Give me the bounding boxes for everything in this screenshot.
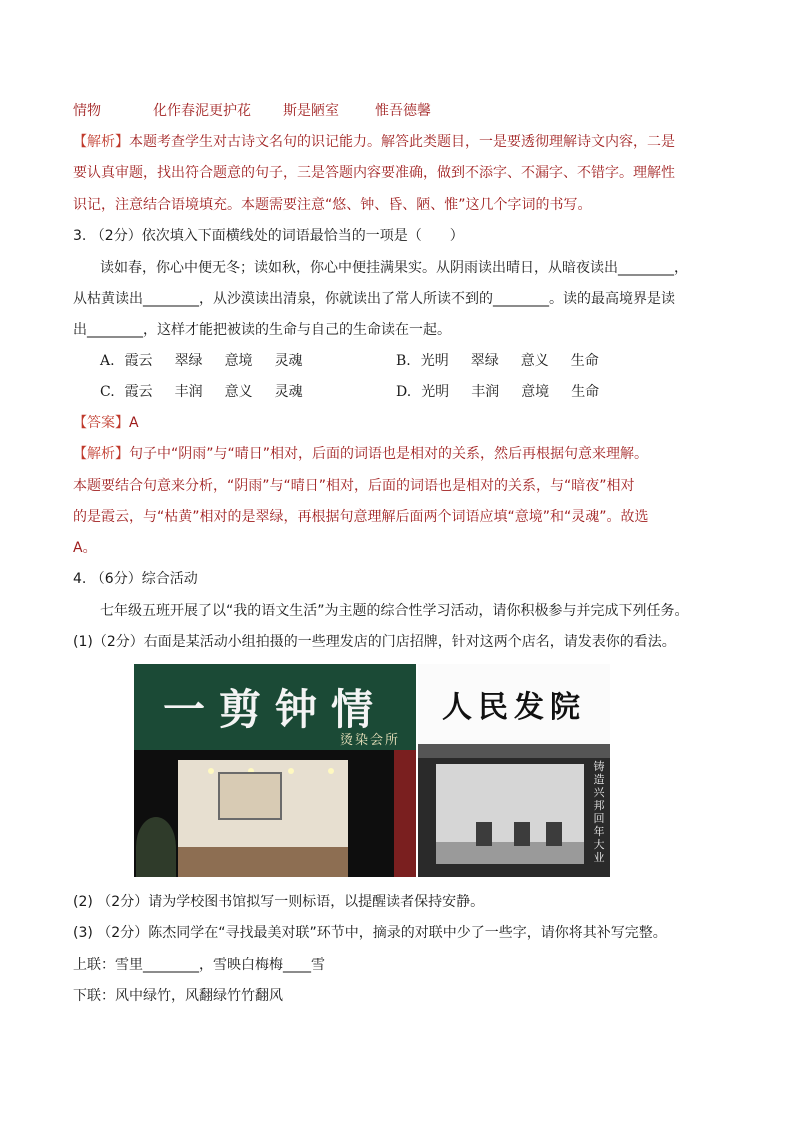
answer-3: 斯是陋室	[283, 103, 339, 119]
q3-para-line1: 读如春，你心中便无冬；读如秋，你心中便挂满果实。从阴雨读出晴日，从暗夜读出________，	[100, 260, 688, 276]
shop1-storefront	[134, 750, 416, 877]
q3-analysis-line3: 的是霞云，与“枯黄”相对的是翠绿，再根据句意理解后面两个词语应填“意境”和“灵魂”。故选	[73, 509, 649, 525]
shop2-sign-text: 人民发院	[442, 690, 586, 725]
q3-answer-value: A	[129, 415, 139, 431]
shop1-sign-text: 一剪钟情	[162, 685, 387, 734]
shop2-vertical-text: 铸造兴邦回年大业	[593, 760, 605, 864]
q3-option-d: D. 光明 丰润 意境 生命	[396, 384, 600, 400]
q3-header: 3. （2分）依次填入下面横线处的词语最恰当的一项是（ ）	[73, 228, 464, 244]
shop2-window	[436, 764, 584, 864]
plant-icon	[136, 817, 176, 877]
q4-subq2: (2) （2分）请为学校图书馆拟写一则标语，以提醒读者保持安静。	[73, 894, 485, 910]
q3-analysis-line1: 【解析】句子中“阴雨”与“晴日”相对，后面的词语也是相对的关系，然后再根据句意来理解。	[73, 446, 649, 462]
q3-answer: 【答案】A	[73, 415, 139, 431]
answer-1: 情物	[73, 103, 101, 119]
answer-2: 化作春泥更护花	[153, 103, 251, 119]
answer-line	[73, 101, 431, 121]
q4-header: 4. （6分）综合活动	[73, 571, 198, 587]
q3-analysis-line2: 本题要结合句意来分析，“阴雨”与“晴日”相对，后面的词语也是相对的关系，与“暗夜”相对	[73, 478, 635, 494]
couplet-upper: 上联：雪里________，雪映白梅梅____雪	[73, 957, 325, 973]
shop-photo-2	[418, 664, 610, 877]
shop1-pillar	[394, 750, 416, 877]
analysis1-line2: 要认真审题，找出符合题意的句子，三是答题内容要准确，做到不添字、不漏字、不错字。理解性	[73, 165, 675, 181]
shop1-window	[178, 760, 348, 877]
shop2-signboard	[418, 664, 610, 744]
shop1-sign-subtext: 烫染会所	[339, 733, 400, 748]
q3-para-line3: 出________，这样才能把被读的生命与自己的生命读在一起。	[73, 322, 451, 338]
analysis1-text1: 本题考查学生对古诗文名句的识记能力。解答此类题目，一是要透彻理解诗文内容，二是	[129, 134, 675, 150]
answer-4: 惟吾德馨	[375, 103, 431, 119]
q3-option-b: B. 光明 翠绿 意义 生命	[396, 353, 599, 369]
shop-photo-1	[134, 664, 416, 877]
q3-analysis-line4: A。	[73, 540, 97, 556]
couplet-lower: 下联：风中绿竹，风翻绿竹竹翻风	[73, 988, 283, 1004]
q3-option-a: A. 霞云 翠绿 意境 灵魂	[100, 353, 303, 369]
q4-subq3: (3) （2分）陈杰同学在“寻找最美对联”环节中，摘录的对联中少了一些字，请你将其补写完整。	[73, 925, 667, 941]
q4-subq1: (1)（2分）右面是某活动小组拍摄的一些理发店的门店招牌，针对这两个店名，请发表你的看法。	[73, 634, 676, 650]
analysis-tag: 【解析】	[73, 134, 129, 150]
shop1-signboard	[134, 664, 416, 750]
q3-option-c: C. 霞云 丰润 意义 灵魂	[100, 384, 303, 400]
analysis1-line3: 识记，注意结合语境填充。本题需要注意“悠、钟、昏、陋、惟”这几个字词的书写。	[73, 197, 592, 213]
q4-intro: 七年级五班开展了以“我的语文生活”为主题的综合性学习活动，请你积极参与并完成下列任务。	[100, 603, 689, 619]
shop2-storefront	[418, 744, 610, 877]
analysis1-line1	[73, 132, 675, 152]
q3-para-line2: 从枯黄读出________，从沙漠读出清泉，你就读出了常人所读不到的________。读的最高境界是读	[73, 291, 675, 307]
